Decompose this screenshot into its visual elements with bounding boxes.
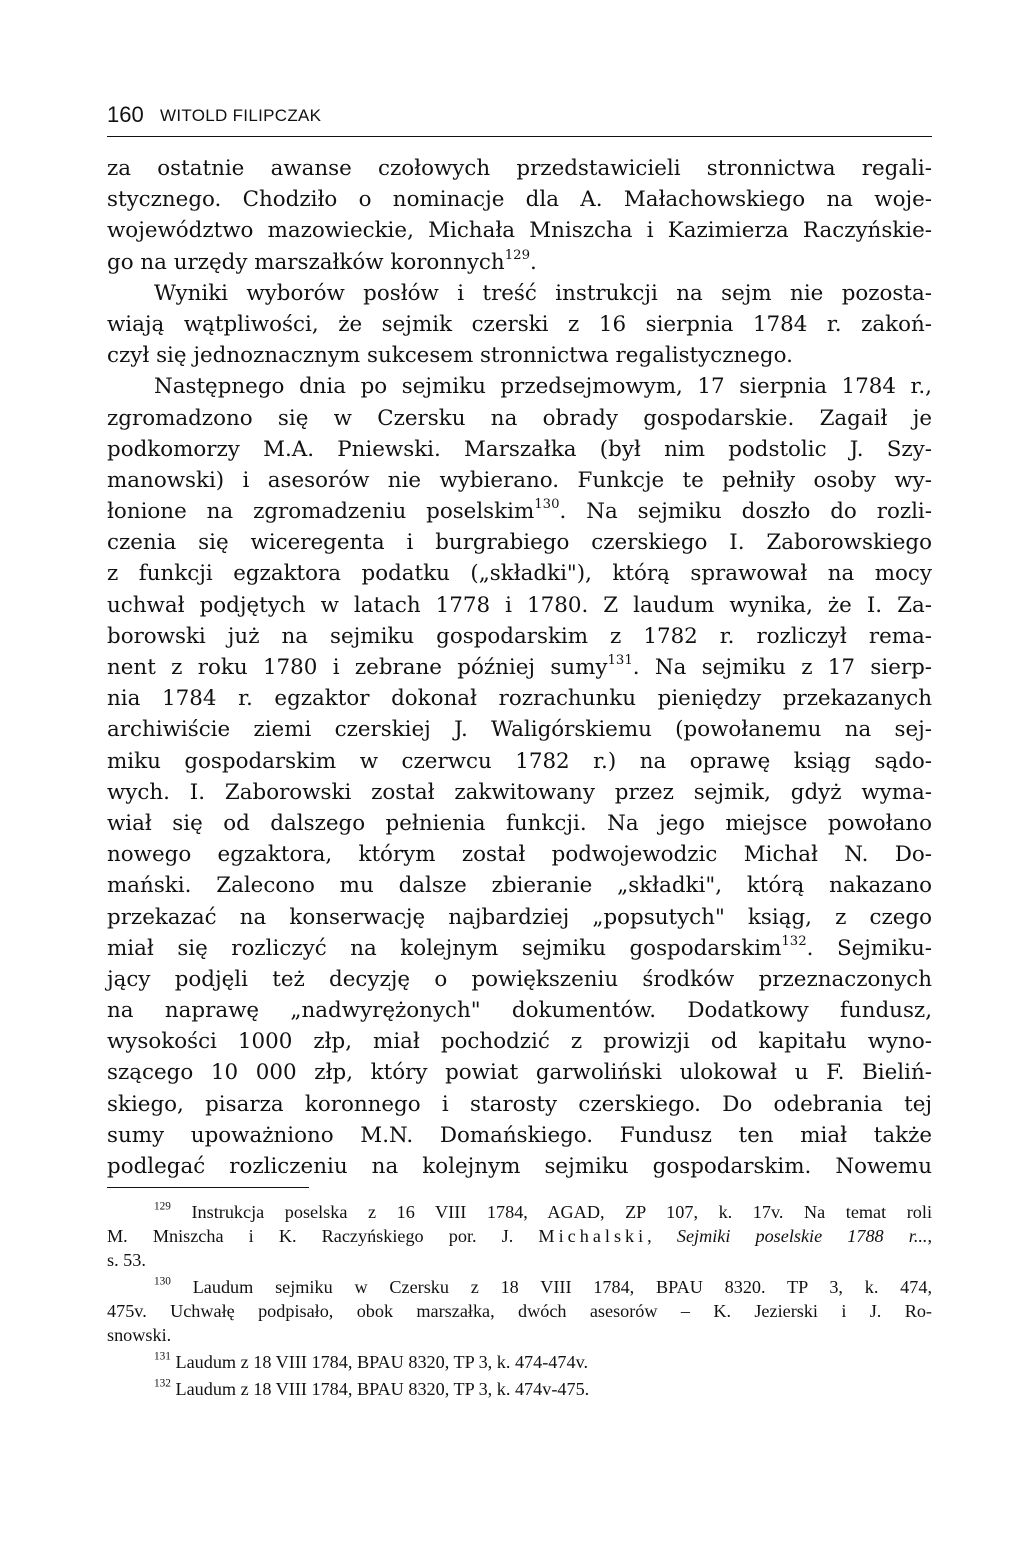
body-text	[107, 153, 932, 1182]
footnote-ref-131: 131	[607, 653, 633, 669]
body-line: województwo mazowieckie, Michała Mniszcha i Kazimierza Raczyńskie-	[107, 218, 932, 244]
footnote-line: snowski.	[107, 1325, 172, 1345]
body-line-text: miał się rozliczyć na kolejnym sejmiku gospodarskim	[107, 935, 782, 961]
page-number: 160	[107, 102, 144, 127]
body-line: podlegać rozliczeniu na kolejnym sejmiku gospodarskim. Nowemu	[107, 1154, 932, 1179]
footnote-line	[107, 1224, 932, 1248]
footnote-number: 129	[154, 1200, 171, 1213]
body-line: Wyniki wyborów posłów i treść instrukcji na sejm nie pozosta-	[154, 280, 932, 306]
body-line: wych. I. Zaborowski został zakwitowany przez sejmik, gdyż wyma-	[107, 779, 932, 805]
body-line: podkomorzy M.A. Pniewski. Marszałka (był nim podstolic J. Szy-	[107, 436, 932, 462]
body-line-text: . Na sejmiku z 17 sierp-	[632, 655, 932, 680]
footnote-work-title: Sejmiki poselskie 1788 r...	[676, 1226, 928, 1246]
footnote-text: Laudum sejmiku w Czersku z 18 VIII 1784, BPAU 8320. TP 3, k. 474,	[192, 1277, 933, 1297]
footnote-number: 130	[154, 1275, 171, 1288]
body-line: czenia się wiceregenta i burgrabiego czerskiego I. Zaborowskiego	[107, 530, 932, 556]
body-line: archiwiście ziemi czerskiej J. Waligórskiemu (powołanemu na sej-	[107, 717, 932, 743]
footnote-divider	[107, 1187, 309, 1188]
body-line: wiał się od dalszego pełnienia funkcji. Na jego miejsce powołano	[107, 810, 932, 836]
body-line: Następnego dnia po sejmiku przedsejmowym, 17 sierpnia 1784 r.,	[154, 374, 932, 400]
body-line-text: go na urzędy marszałków koronnych	[107, 249, 505, 275]
body-line: mański. Zalecono mu dalsze zbieranie „składki", którą nakazano	[107, 873, 932, 899]
running-title: WITOLD FILIPCZAK	[160, 106, 322, 125]
body-line: z funkcji egzaktora podatku („składki"), którą sprawował na mocy	[107, 561, 932, 587]
body-line: sumy upoważniono M.N. Domańskiego. Fundusz ten miał także	[107, 1122, 932, 1148]
body-line-text: nent z roku 1780 i zebrane później sumy	[107, 655, 608, 680]
body-line-text: . Sejmiku-	[806, 935, 933, 961]
footnote-author: Michalski	[538, 1226, 648, 1246]
footnote-131	[107, 1350, 932, 1374]
footnote-text: Laudum z 18 VIII 1784, BPAU 8320, TP 3, k. 474v-475.	[175, 1379, 590, 1399]
body-line	[107, 652, 932, 683]
punct: .	[530, 249, 537, 275]
running-head	[107, 102, 932, 137]
footnote-line: s. 53.	[107, 1250, 146, 1270]
footnote-ref-132: 132	[781, 933, 807, 949]
body-line: za ostatnie awanse czołowych przedstawicieli stronnictwa regali-	[107, 156, 932, 181]
body-line: miku gospodarskim w czerwcu 1782 r.) na oprawę ksiąg sądo-	[107, 748, 932, 774]
body-line: jący podjęli też decyzję o powiększeniu środków przeznaczonych	[107, 966, 932, 992]
footnote-130	[107, 1275, 932, 1299]
footnotes	[107, 1200, 932, 1401]
body-line: nia 1784 r. egzaktor dokonał rozrachunku pieniędzy przekazanych	[107, 686, 932, 712]
footnote-number: 132	[154, 1377, 171, 1390]
body-line	[107, 247, 932, 278]
footnote-number: 131	[154, 1350, 171, 1363]
body-line: szącego 10 000 złp, który powiat garwoliński ulokował u F. Bieliń-	[107, 1060, 932, 1086]
footnote-ref-129: 129	[504, 247, 530, 263]
body-line-text: . Na sejmiku doszło do rozli-	[559, 499, 932, 525]
body-line	[107, 933, 932, 964]
body-line-text: łonione na zgromadzeniu poselskim	[107, 499, 535, 525]
footnote-text: Laudum z 18 VIII 1784, BPAU 8320, TP 3, k. 474-474v.	[175, 1352, 589, 1372]
body-line: wysokości 1000 złp, miał pochodzić z prowizji od kapitału wyno-	[107, 1029, 932, 1055]
body-line: manowski) i asesorów nie wybierano. Funkcje te pełniły osoby wy-	[107, 467, 932, 493]
footnote-text: ,	[927, 1226, 933, 1246]
footnote-129	[107, 1200, 932, 1224]
body-line	[107, 496, 932, 527]
body-line: zgromadzono się w Czersku na obrady gospodarskie. Zagaił je	[107, 405, 932, 431]
body-line: borowski już na sejmiku gospodarskim z 1782 r. rozliczył rema-	[107, 623, 932, 649]
footnote-text: ,	[647, 1226, 677, 1246]
footnote-line: 475v. Uchwałę podpisało, obok marszałka, dwóch asesorów – K. Jezierski i J. Ro-	[107, 1301, 932, 1321]
body-line: na naprawę „nadwyrężonych" dokumentów. Dodatkowy fundusz,	[107, 998, 932, 1024]
footnote-text: Instrukcja poselska z 16 VIII 1784, AGAD, ZP 107, k. 17v. Na temat roli	[191, 1202, 933, 1222]
body-line: skiego, pisarza koronnego i starosty czerskiego. Do odebrania tej	[107, 1091, 932, 1117]
body-line: uchwał podjętych w latach 1778 i 1780. Z laudum wynika, że I. Za-	[107, 592, 932, 618]
footnote-text: M. Mniszcha i K. Raczyńskiego por. J.	[107, 1226, 539, 1246]
body-line: czył się jednoznacznym sukcesem stronnictwa regalistycznego.	[107, 343, 793, 369]
body-line: nowego egzaktora, którym został podwojewodzic Michał N. Do-	[107, 842, 932, 868]
body-line: wiają wątpliwości, że sejmik czerski z 16 sierpnia 1784 r. zakoń-	[107, 311, 932, 337]
body-line: przekazać na konserwację najbardziej „popsutych" ksiąg, z czego	[107, 904, 932, 930]
body-line: stycznego. Chodziło o nominacje dla A. Małachowskiego na woje-	[107, 187, 932, 213]
footnote-132	[107, 1377, 932, 1401]
footnote-ref-130: 130	[534, 497, 560, 513]
